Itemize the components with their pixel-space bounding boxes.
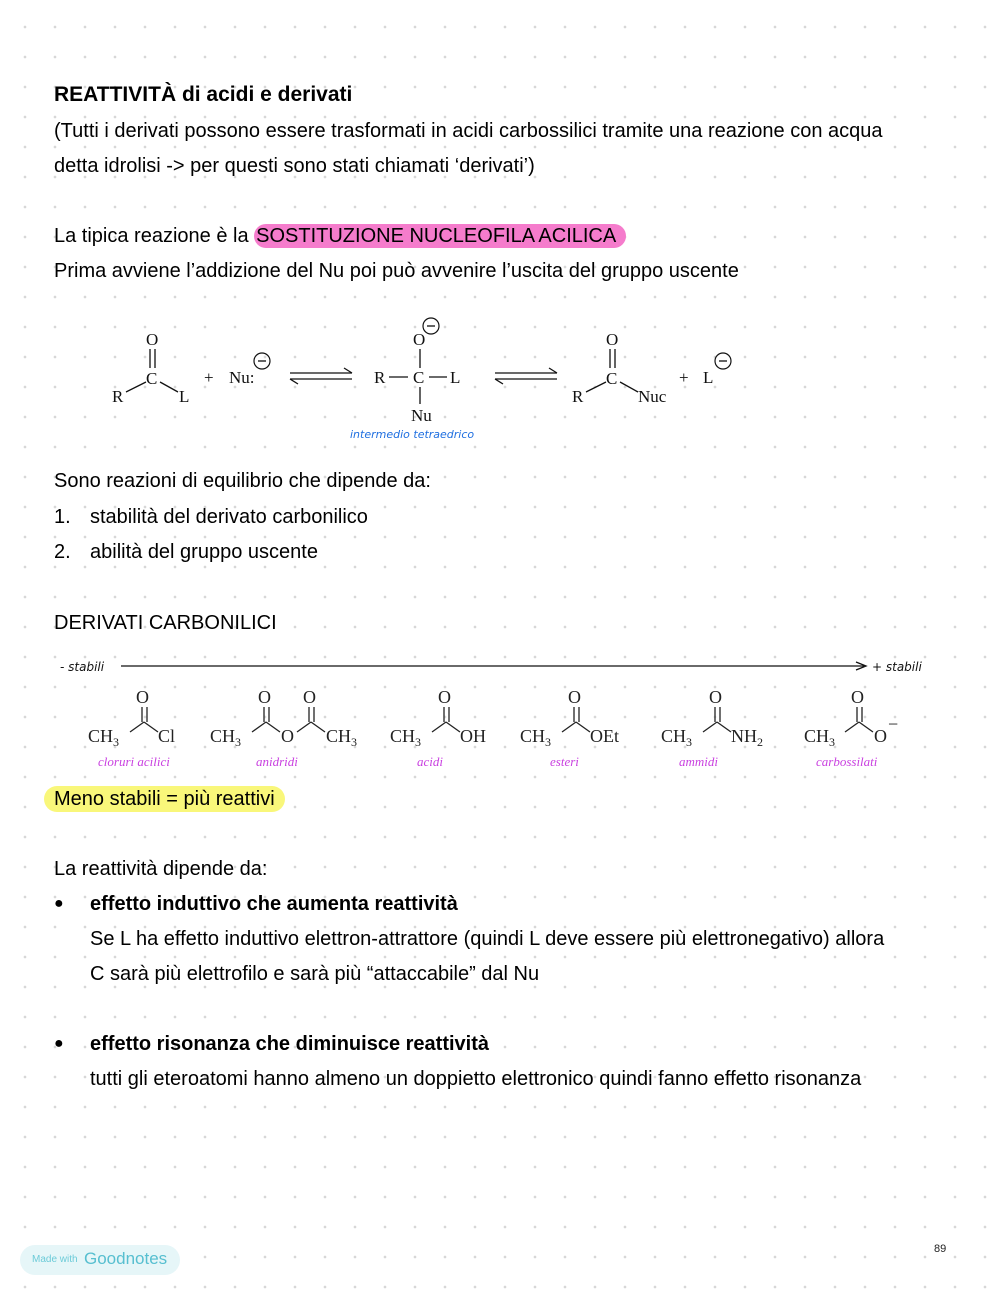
equilibrium-intro: Sono reazioni di equilibrio che dipende da: [54,470,431,492]
scheme-l-1: L [179,387,190,406]
scheme-plus-1: + [204,368,214,387]
mol5-right: $NH_2$ [731,726,763,749]
mol1-right: Cl [158,726,176,746]
list-item [54,539,71,565]
name-ammidi: ammidi [679,754,718,769]
reaction-scheme [0,300,1000,450]
scheme-c-1: C [146,369,158,388]
scheme-o-2: O [413,330,426,349]
conclusion-highlight: Meno stabili = più reattivi [44,786,285,812]
mol2-right: $CH_3$ [326,726,358,749]
mol5-left: $CH_3$ [661,726,693,749]
mechanism-text: Prima avviene l’addizione del Nu poi può avvenire l’uscita del gruppo uscente [54,260,739,282]
mol4-left: $CH_3$ [520,726,552,749]
scheme-plus-2: + [679,368,689,387]
reactivity-intro: La reattività dipende da: [54,858,268,880]
name-anidridi: anidridi [256,754,298,769]
scheme-o-1: O [146,330,159,349]
mol2-o2: O [303,687,316,707]
goodnotes-badge[interactable] [20,1245,180,1275]
intro-line-2: detta idrolisi -> per questi sono stati chiamati ‘derivati’) [54,155,535,177]
mol5-o: O [709,687,722,707]
mol3-o: O [438,687,451,707]
scheme-nuc: Nuc [638,387,667,406]
scheme-nu: Nu [411,406,432,425]
mol2-left: $CH_3$ [210,726,242,749]
mol1-left: $CH_3$ [88,726,120,749]
bullet-icon: ● [54,895,64,912]
derivati-heading: DERIVATI CARBONILICI [54,612,277,634]
mol6-left: $CH_3$ [804,726,836,749]
point-2-line-1: tutti gli eteroatomi hanno almeno un doppietto elettronico quindi fanno effetto risonanza [90,1068,862,1090]
reaction-highlight: SOSTITUZIONE NUCLEOFILA ACILICA [254,224,626,248]
scheme-r-1: R [112,387,124,406]
scheme-c-2: C [413,368,425,387]
scheme-l-3: L [703,368,714,387]
mol4-right: OEt [590,726,619,746]
scheme-o-3: O [606,330,619,349]
goodnotes-logo: Goodnotes [84,1249,168,1268]
list-number: 2. [54,541,71,563]
page-title: REATTIVITÀ di acidi e derivati [54,83,353,106]
mol6-o: O [851,687,864,707]
point-2-title: effetto risonanza che diminuisce reattività [90,1033,489,1055]
mol6-right: O [874,726,887,746]
mol2-o1: O [258,687,271,707]
scheme-c-3: C [606,369,618,388]
scheme-l-2: L [450,368,461,387]
mol1-o: O [136,687,149,707]
list-number: 1. [54,506,71,528]
name-cloruri: cloruri acilici [98,754,170,769]
scheme-nu-reagent: Nu: [229,368,255,387]
mol3-right: OH [460,726,486,746]
mol2-mid: O [281,726,294,746]
more-stable-label: + stabili [872,660,922,674]
list-item [54,504,71,530]
reaction-type-line [54,223,626,249]
name-acidi: acidi [417,754,443,769]
less-stable-label: - stabili [60,660,105,674]
intermediate-note: intermedio tetraedrico [350,428,475,441]
scheme-r-2: R [374,368,386,387]
list-item-text: stabilità del derivato carbonilico [90,506,368,528]
point-1-line-2: C sarà più elettrofilo e sarà più “attaccabile” dal Nu [90,963,540,985]
name-esteri: esteri [550,754,579,769]
derivati-scheme [0,650,1000,780]
point-1-title: effetto induttivo che aumenta reattività [90,893,458,915]
reaction-prefix: La tipica reazione è la [54,225,255,247]
made-with-label: Made with [32,1254,78,1265]
mol4-o: O [568,687,581,707]
mol6-charge: − [888,714,899,734]
name-carbossilati: carbossilati [816,754,878,769]
scheme-r-3: R [572,387,584,406]
intro-line-1: (Tutti i derivati possono essere trasformati in acidi carbossilici tramite una reazione con acqua [54,120,883,142]
point-1-line-1: Se L ha effetto induttivo elettron-attrattore (quindi L deve essere più elettronegativo) allora [90,928,885,950]
bullet-icon: ● [54,1035,64,1052]
mol3-left: $CH_3$ [390,726,422,749]
page-number: 89 [934,1243,947,1255]
list-item-text: abilità del gruppo uscente [90,541,318,563]
conclusion-line [44,786,285,812]
